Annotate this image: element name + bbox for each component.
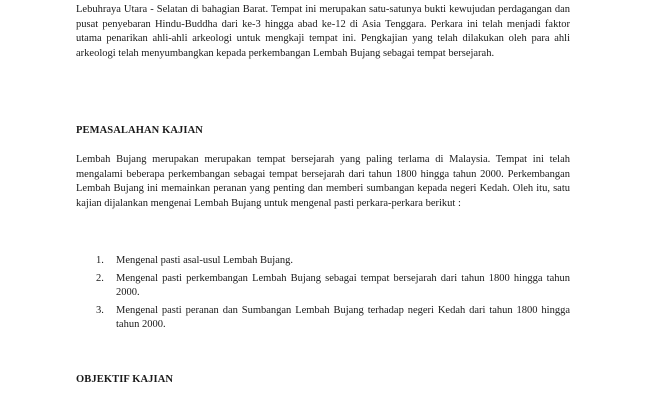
list-item-text: Mengenal pasti perkembangan Lembah Bujang sebagai tempat bersejarah dari tahun 1800 hingga tahun 2000. xyxy=(116,272,570,299)
list-item-text: Mengenal pasti asal-usul Lembah Bujang. xyxy=(116,255,293,266)
list-item-number: 3. xyxy=(96,304,104,316)
list-item-number: 1. xyxy=(96,255,104,266)
objectives-list xyxy=(76,254,570,336)
list-item xyxy=(76,254,570,269)
section-paragraph-pemasalahan: Lembah Bujang merupakan merupakan tempat bersejarah yang paling terlama di Malaysia. Tempat ini telah mengalami beberapa perkembangan sebagai tempat bersejarah dari tahun 1800 hingga tahun 2000. Perkembangan Lembah Bujang ini memainkan peranan yang penting dan memberi sumbangan kepada negeri Kedah. Oleh itu, satu kajian dijalankan mengenai Lembah Bujang untuk mengenal pasti perkara-perkara berikut : xyxy=(76,154,570,209)
section-heading-objektif: OBJEKTIF KAJIAN xyxy=(76,374,174,385)
list-item xyxy=(76,272,570,301)
list-item-number: 2. xyxy=(96,272,104,284)
section-heading-pemasalahan: PEMASALAHAN KAJIAN xyxy=(76,125,203,136)
list-item xyxy=(76,304,570,333)
list-item-text: Mengenal pasti peranan dan Sumbangan Lembah Bujang terhadap negeri Kedah dari tahun 1800 hingga tahun 2000. xyxy=(116,304,570,331)
intro-paragraph: Lebuhraya Utara - Selatan di bahagian Barat. Tempat ini merupakan satu-satunya bukti kewujudan perdagangan dan pusat penyebaran Hindu-Buddha dari ke-3 hingga abad ke-12 di Asia Tenggara. Perkara ini telah menjadi faktor utama penarikan ahli-ahli arkeologi untuk mengkaji tempat ini. Pengkajian yang telah dilakukan oleh para ahli arkeologi telah menyumbangkan kepada perkembangan Lembah Bujang sebagai tempat bersejarah. xyxy=(76,4,570,59)
